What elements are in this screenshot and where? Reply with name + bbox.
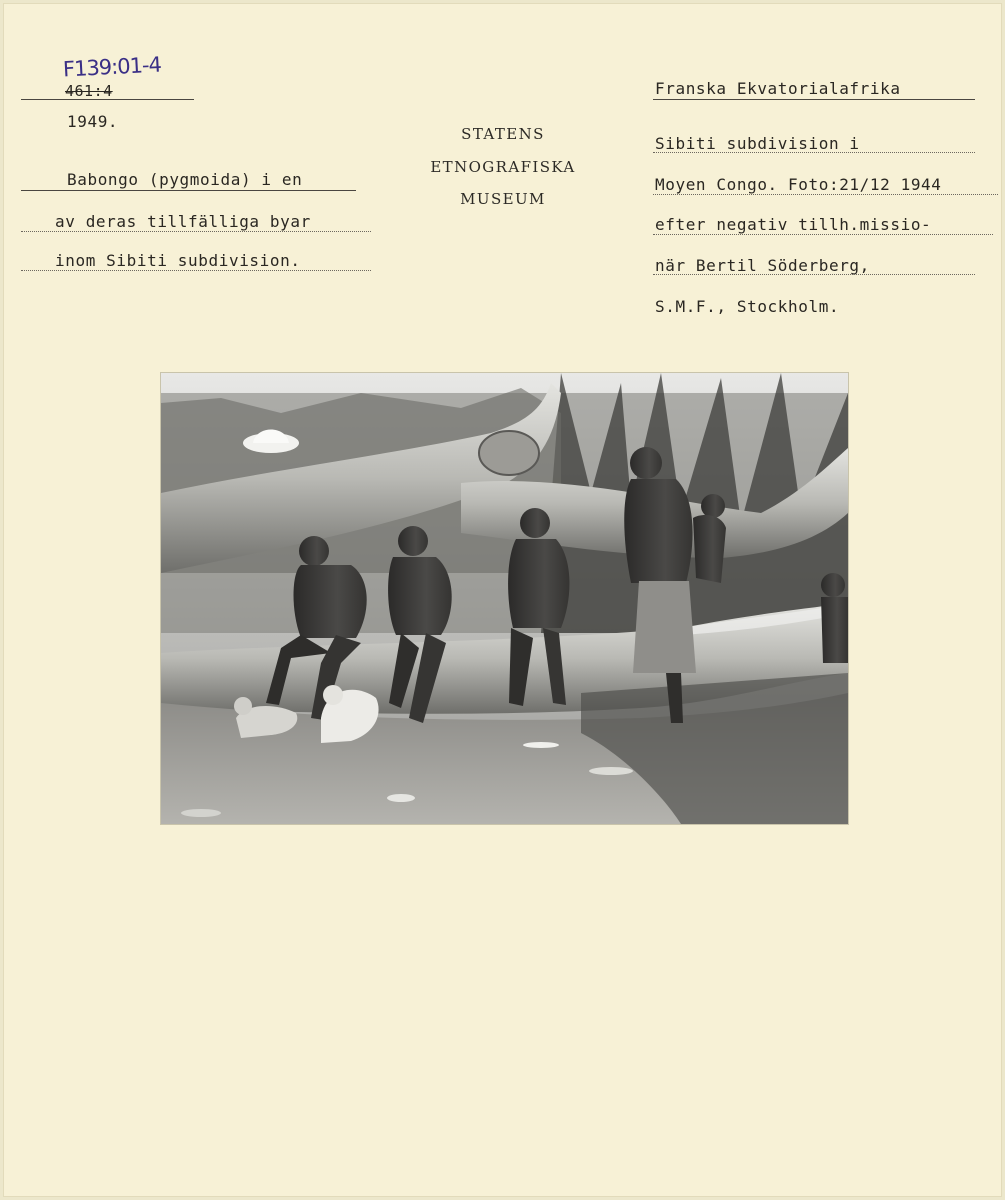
right-caption-line-1: Sibiti subdivision i: [655, 134, 860, 153]
right-caption-rule-4: [653, 274, 975, 275]
left-caption-line-3: inom Sibiti subdivision.: [55, 251, 301, 270]
photograph-image: [161, 373, 848, 824]
right-caption-line-3: efter negativ tillh.missio-: [655, 215, 932, 234]
right-caption-region-rule: [653, 99, 975, 100]
museum-stamp-line-3: MUSEUM: [460, 190, 546, 208]
museum-stamp-line-2: ETNOGRAFISKA: [430, 158, 576, 176]
archive-card: [3, 3, 1002, 1197]
catalog-year: 1949.: [67, 112, 119, 131]
museum-stamp-line-1: STATENS: [461, 125, 545, 143]
mounted-photograph: [161, 373, 848, 824]
catalog-rule: [21, 99, 194, 100]
right-caption-rule-2: [653, 194, 998, 195]
right-caption-rule-1: [653, 152, 975, 153]
left-caption-rule-2: [21, 231, 371, 232]
right-caption-line-5: S.M.F., Stockholm.: [655, 297, 840, 316]
left-caption-line-2: av deras tillfälliga byar: [55, 212, 311, 231]
left-caption-line-1: Babongo (pygmoida) i en: [67, 170, 303, 189]
left-caption-rule-1: [21, 190, 356, 191]
right-caption-line-2: Moyen Congo. Foto:21/12 1944: [655, 175, 942, 194]
left-caption-rule-3: [21, 270, 371, 271]
right-caption-rule-3: [653, 234, 993, 235]
handwritten-catalog-number: F139:01-4: [62, 52, 162, 82]
right-caption-line-4: när Bertil Söderberg,: [655, 256, 870, 275]
struck-catalog-number: 461:4: [65, 82, 113, 100]
right-caption-region: Franska Ekvatorialafrika: [655, 79, 901, 98]
